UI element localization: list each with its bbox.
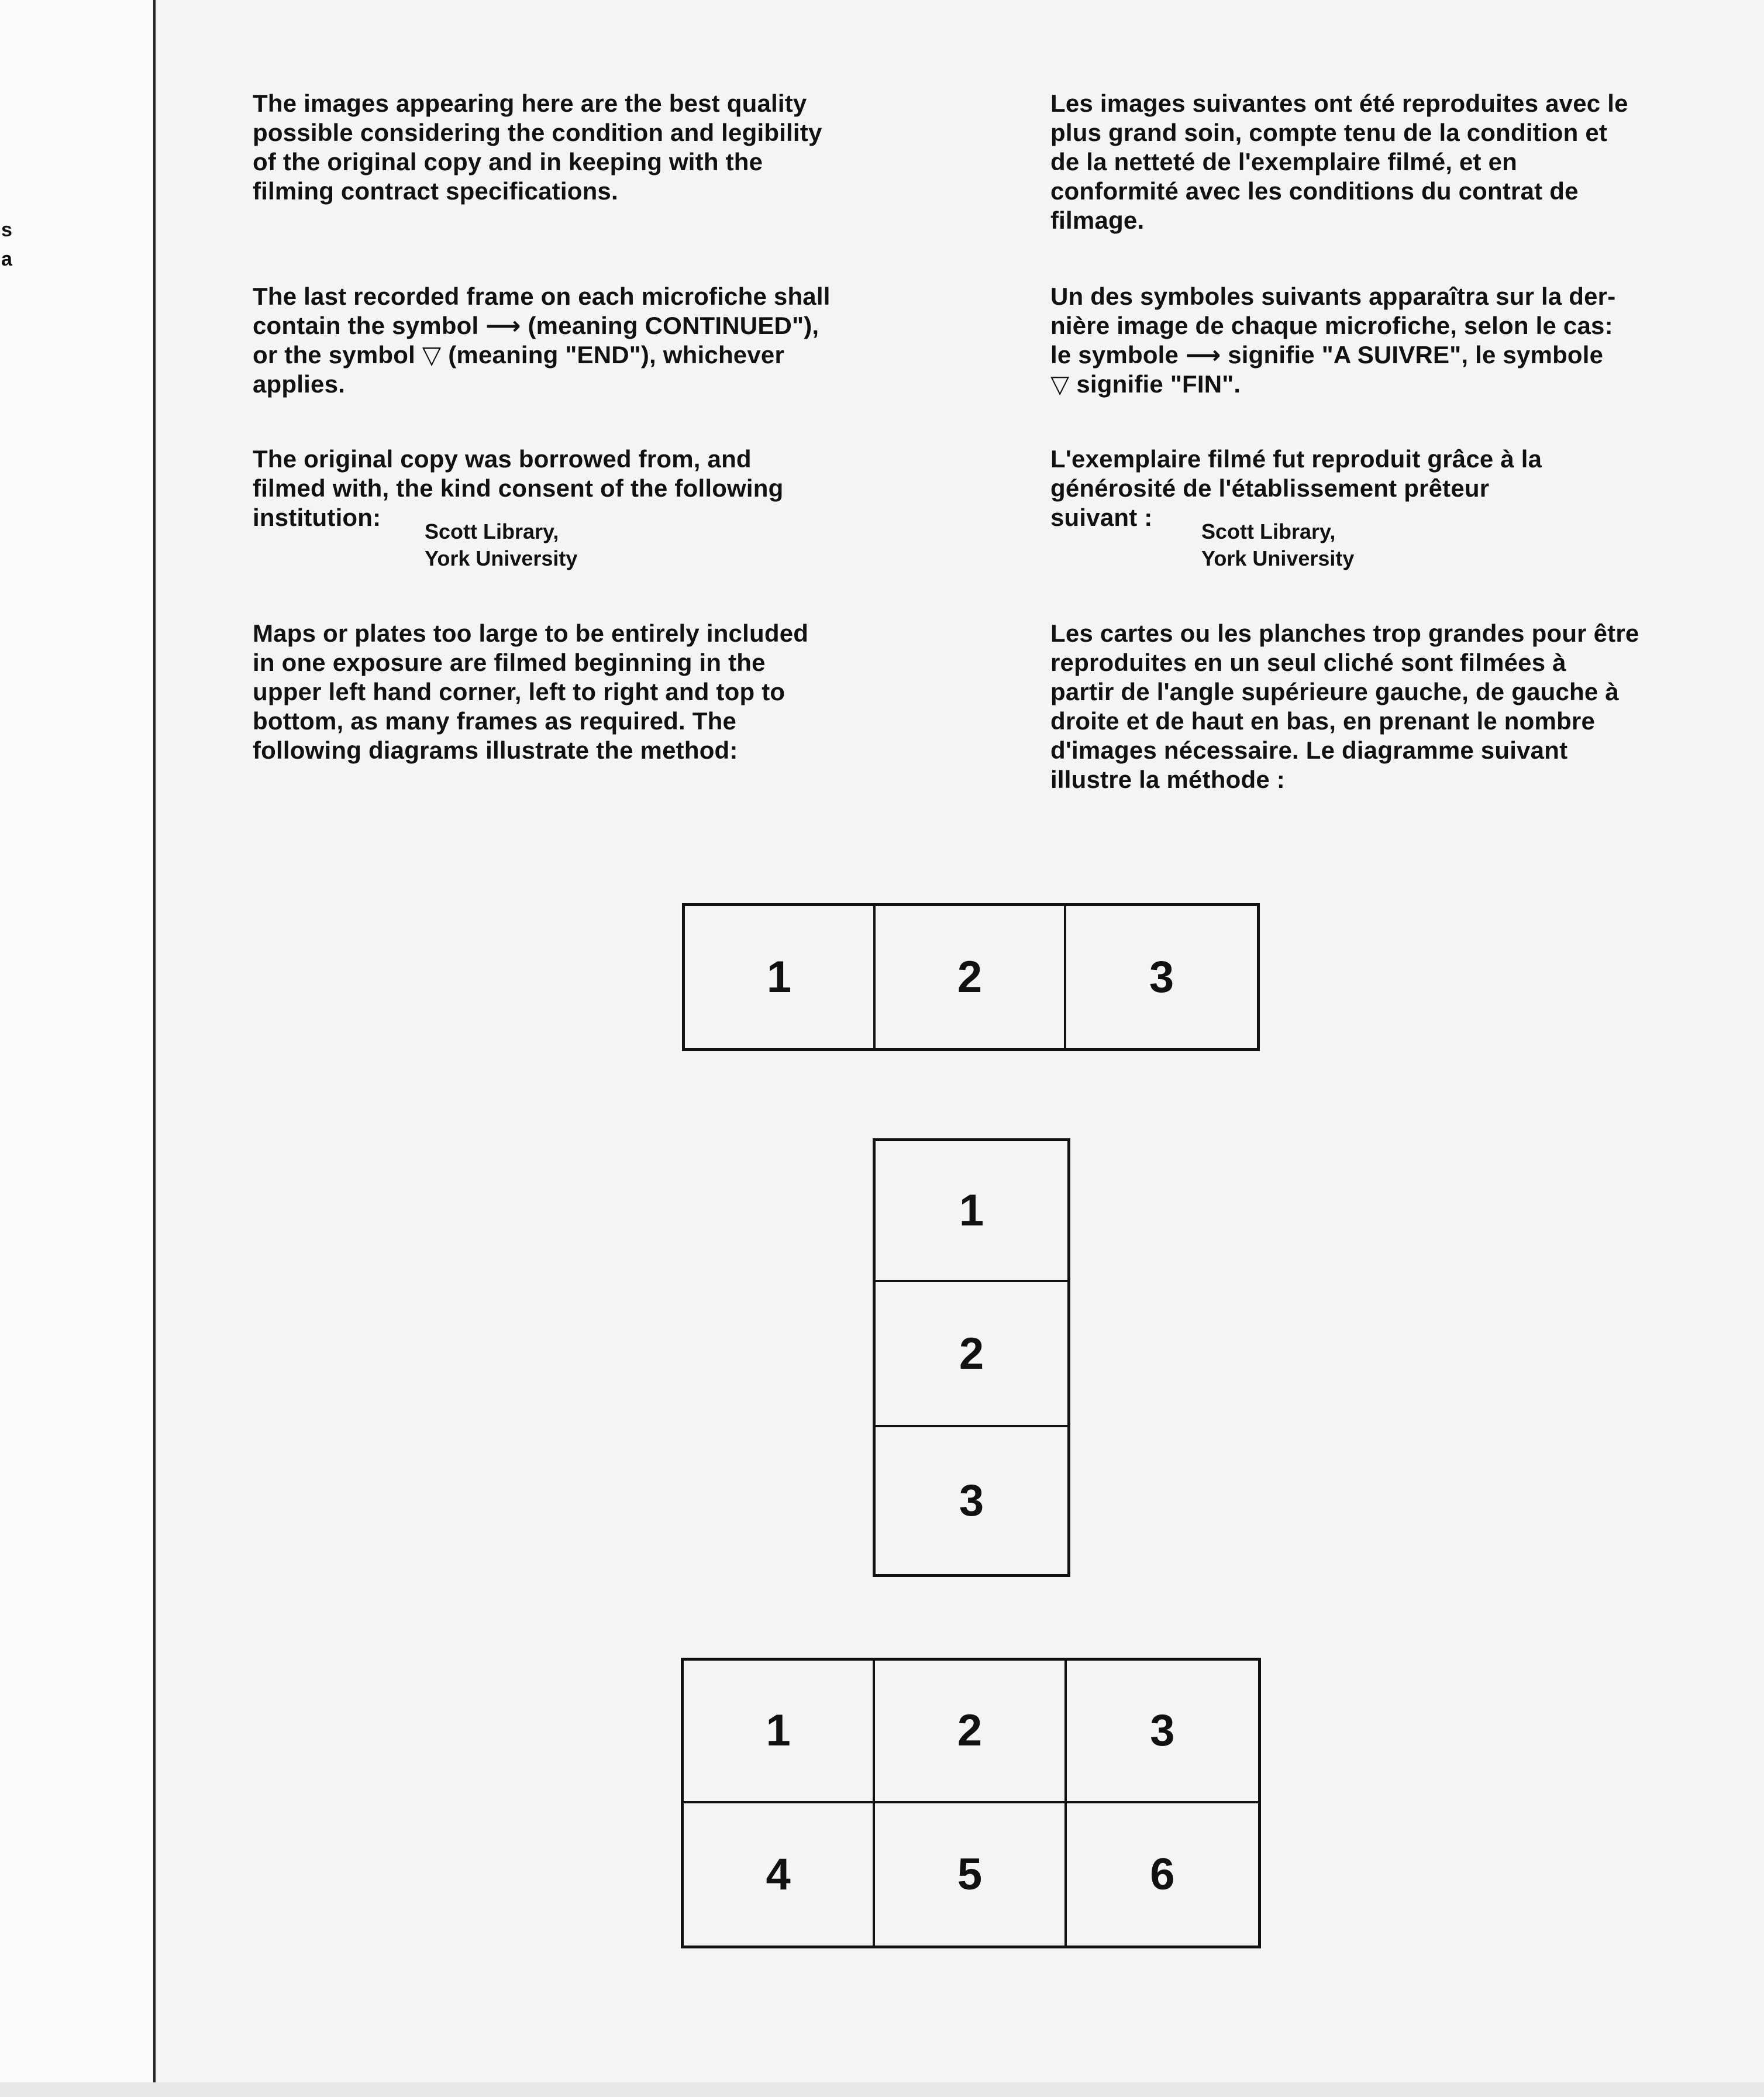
margin-fragment-1: s <box>1 219 12 241</box>
diagram-horizontal <box>682 903 1260 1051</box>
frame-cell: 1 <box>684 1661 875 1803</box>
margin-fragment-2: a <box>1 248 12 270</box>
frame-cell: 3 <box>1067 1661 1258 1803</box>
left-margin-strip <box>0 0 156 2097</box>
fr-quality-paragraph: Les images suivantes ont été reproduites avec le plus grand soin, compte tenu de la condition et de la netteté de l'exemplaire filmé, et en conformité avec les conditions du contrat de filmage. <box>1050 89 1628 234</box>
diagram-vertical <box>873 1138 1070 1577</box>
en-library-name: Scott Library, York University <box>425 519 578 570</box>
frame-cell: 1 <box>876 1141 1067 1282</box>
bottom-edge <box>0 2082 1764 2097</box>
fr-library-name: Scott Library, York University <box>1201 519 1355 570</box>
diagram-grid <box>681 1658 1261 1948</box>
frame-cell: 2 <box>875 1661 1066 1803</box>
fr-copy-paragraph: L'exemplaire filmé fut reproduit grâce à la générosité de l'établissement prêteur suivant : <box>1050 445 1542 531</box>
frame-cell: 5 <box>875 1803 1066 1946</box>
frame-cell: 4 <box>684 1803 875 1946</box>
en-symbol-paragraph: The last recorded frame on each microfiche shall contain the symbol ⟶ (meaning CONTINUED"), or the symbol ▽ (meaning "END"), whichever applies. <box>253 283 831 398</box>
fr-symbol-paragraph: Un des symboles suivants apparaîtra sur la der- nière image de chaque microfiche, selon le cas: le symbole ⟶ signifie "A SUIVRE", le symbole ▽ signifie "FIN". <box>1050 283 1616 398</box>
frame-cell: 6 <box>1150 1849 1175 1899</box>
en-quality-paragraph: The images appearing here are the best quality possible considering the condition and legibility of the original copy and in keeping with the filming contract specifications. <box>253 89 822 205</box>
frame-cell: 3 <box>1149 952 1174 1002</box>
en-copy-paragraph: The original copy was borrowed from, and filmed with, the kind consent of the following institution: <box>253 445 784 531</box>
en-maps-paragraph: Maps or plates too large to be entirely included in one exposure are filmed beginning in the upper left hand corner, left to right and top to bottom, as many frames as required. The following diagrams illustrate the method: <box>253 619 809 764</box>
frame-cell: 3 <box>959 1476 984 1526</box>
frame-cell: 2 <box>876 906 1066 1048</box>
frame-cell: 2 <box>876 1282 1067 1428</box>
frame-cell: 1 <box>685 906 876 1048</box>
fr-maps-paragraph: Les cartes ou les planches trop grandes pour être reproduites en un seul cliché sont filmées à partir de l'angle supérieure gauche, de gauche à droite et de haut en bas, en prenant le nombre d'images nécessaire. Le diagramme suivant illustre la méthode : <box>1050 619 1639 793</box>
